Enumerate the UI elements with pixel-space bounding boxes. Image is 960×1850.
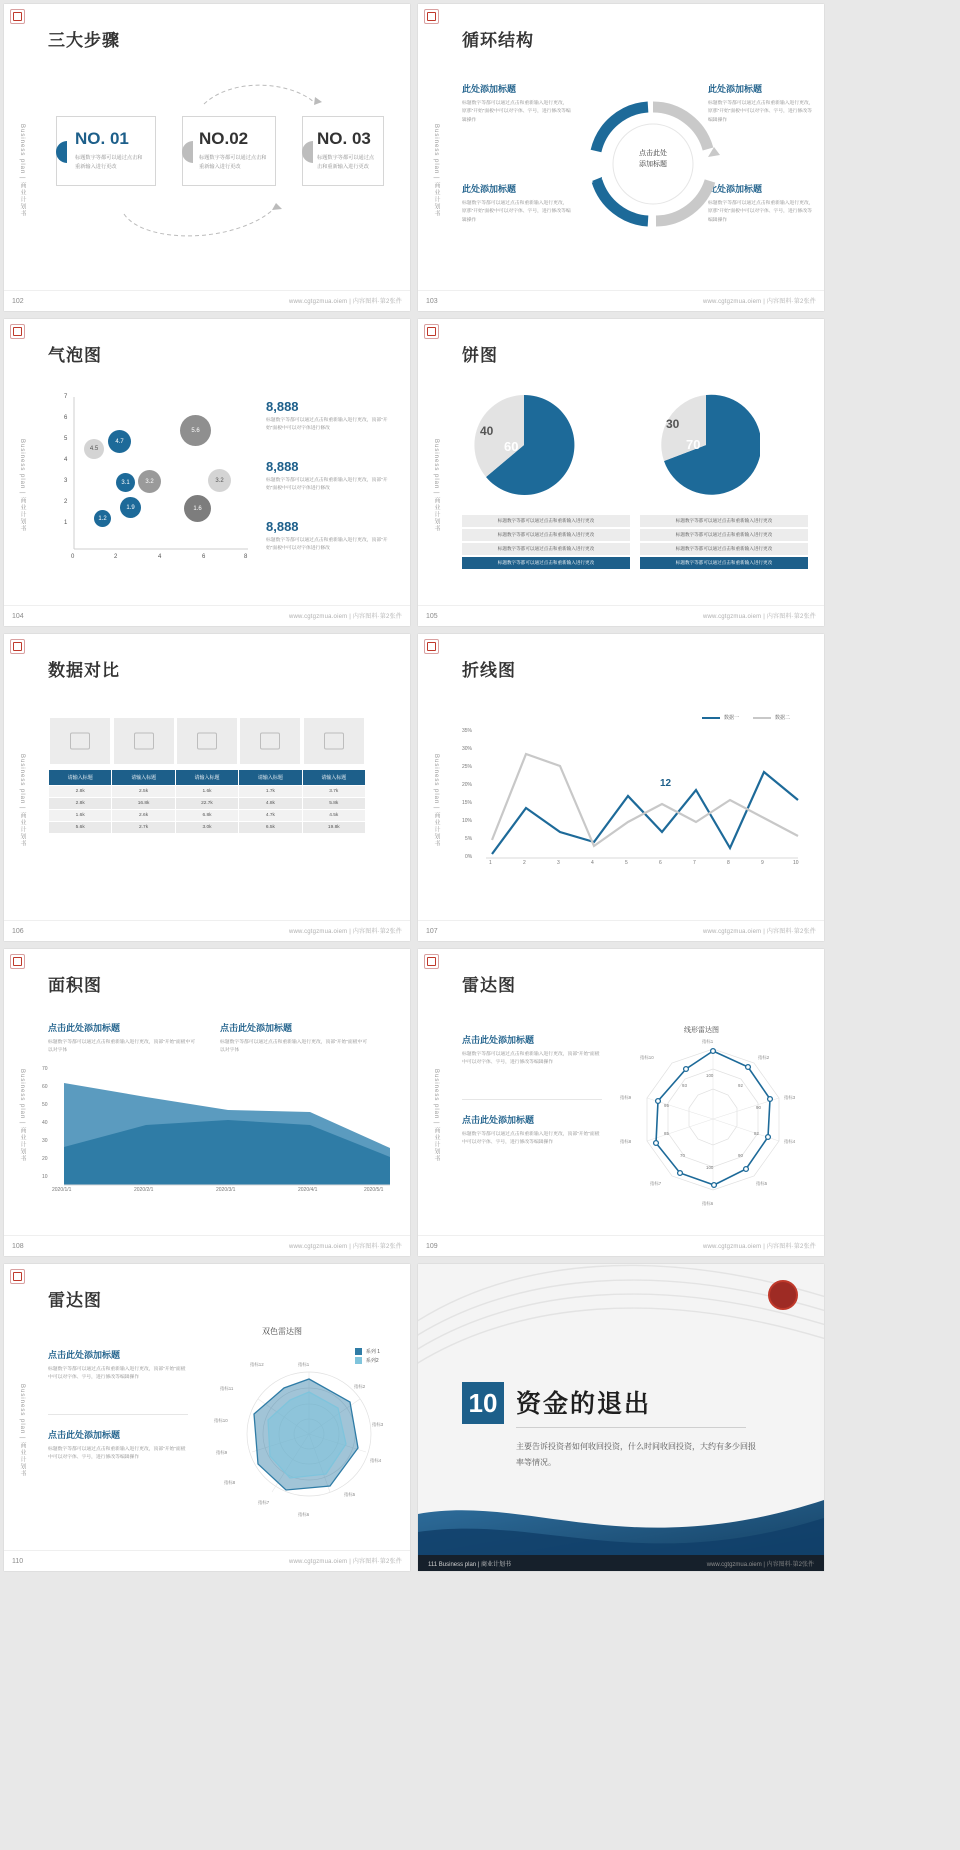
page-title: 面积图: [48, 976, 102, 995]
slide-107[interactable]: [418, 634, 824, 941]
svg-text:指标1: 指标1: [298, 1362, 310, 1367]
slide-104[interactable]: [4, 319, 410, 626]
svg-text:100: 100: [706, 1165, 714, 1170]
legend-row[interactable]: 标题数字等都可以通过点击和重新输入进行更改: [640, 543, 808, 555]
footer-text: www.cgtgzmua.oiem | 内容图料·第2张件: [288, 299, 402, 305]
pie-chart-right: [652, 391, 760, 499]
cell: 2.8k: [49, 798, 112, 810]
footer-text: www.cgtgzmua.oiem | 内容图料·第2张件: [702, 299, 816, 305]
svg-text:指标6: 指标6: [298, 1512, 310, 1517]
side-label: Business plan | 商业计划书: [19, 124, 25, 218]
svg-text:指标3: 指标3: [784, 1095, 796, 1100]
seal-icon: [768, 1280, 798, 1310]
svg-text:指标4: 指标4: [370, 1458, 382, 1463]
svg-text:92: 92: [738, 1083, 743, 1088]
step-number: NO. 01: [75, 129, 129, 148]
cell: 6.5k: [239, 822, 302, 834]
block-text: 标题数字等都可以通过点击和重新输入进行更改，顶部“开始”面板中可以对字体、字号，进行修改等编辑操作: [462, 1052, 600, 1066]
legend-row-selected[interactable]: 标题数字等都可以通过点击和重新输入进行更改: [462, 557, 630, 569]
svg-text:指标5: 指标5: [344, 1492, 356, 1497]
cell: 4.5k: [302, 810, 365, 822]
divider: [516, 1427, 746, 1428]
step-card-3[interactable]: [302, 116, 384, 186]
cell: 19.8k: [302, 822, 365, 834]
svg-text:85: 85: [664, 1131, 669, 1136]
radar-chart-dual: [214, 1344, 404, 1524]
red-square-icon: [10, 324, 25, 339]
section-number: 10: [462, 1382, 504, 1424]
cell: 4.8k: [239, 798, 302, 810]
page-title: 数据对比: [48, 661, 120, 680]
block-text: 标题数字等都可以通过点击和重新输入进行更改，顶部“开始”面板中可以对字体、字号，进行修改等编辑操作: [48, 1367, 186, 1381]
footer-divider: [418, 920, 824, 921]
block-heading: 点击此处添加标题: [48, 1023, 121, 1033]
svg-text:指标11: 指标11: [220, 1386, 234, 1391]
bubble-point: 4.7: [108, 430, 131, 453]
footer-divider: [4, 290, 410, 291]
step-number: NO.02: [199, 129, 249, 148]
block-heading: 点击此处添加标题: [48, 1430, 121, 1440]
cell: 5.6k: [49, 822, 112, 834]
svg-text:指标1: 指标1: [702, 1039, 714, 1044]
column-header: 请输入标题: [175, 770, 238, 786]
footer-right: www.cgtgzmua.oiem | 内容图料·第2张件: [706, 1562, 814, 1568]
svg-text:100: 100: [706, 1073, 714, 1078]
side-label: Business plan | 商业计划书: [19, 439, 25, 533]
axis-tick: 2020/1/1: [52, 1187, 72, 1193]
svg-text:指标4: 指标4: [784, 1139, 796, 1144]
svg-text:70: 70: [680, 1153, 685, 1158]
page-number: 110: [12, 1558, 24, 1565]
svg-text:指标2: 指标2: [354, 1384, 366, 1389]
svg-text:指标3: 指标3: [372, 1422, 384, 1427]
cell: 4.7k: [239, 810, 302, 822]
page-title: 三大步骤: [48, 31, 120, 50]
footer-text: www.cgtgzmua.oiem | 内容图料·第2张件: [702, 929, 816, 935]
legend-label: 系列 1: [365, 1349, 380, 1355]
svg-text:指标5: 指标5: [756, 1181, 768, 1186]
block-heading: 点击此处添加标题: [48, 1350, 121, 1360]
legend-row[interactable]: 标题数字等都可以通过点击和重新输入进行更改: [640, 515, 808, 527]
red-square-icon: [10, 1269, 25, 1284]
page-number: 104: [12, 613, 24, 620]
page-title: 雷达图: [48, 1291, 102, 1310]
chart-annotation: 12: [660, 778, 672, 789]
image-placeholder[interactable]: [114, 718, 174, 764]
image-placeholder[interactable]: [50, 718, 110, 764]
footer-text: www.cgtgzmua.oiem | 内容图料·第2张件: [288, 614, 402, 620]
red-square-icon: [424, 639, 439, 654]
axis-tick: 2020/4/1: [298, 1187, 318, 1193]
legend-label: 数据二: [774, 715, 790, 721]
cell: 1.6k: [49, 810, 112, 822]
legend-swatch: [702, 717, 720, 719]
footer-text: www.cgtgzmua.oiem | 内容图料·第2张件: [288, 1244, 402, 1250]
cell: 2.8k: [49, 786, 112, 798]
legend-label: 系列2: [365, 1358, 379, 1364]
footer-left: 111 Business plan | 商业计划书: [428, 1562, 512, 1568]
svg-text:指标9: 指标9: [216, 1450, 228, 1455]
page-title: 气泡图: [48, 346, 102, 365]
block-heading: 点击此处添加标题: [462, 1035, 535, 1045]
svg-text:指标12: 指标12: [250, 1362, 264, 1367]
radar-chart: [618, 1037, 808, 1212]
block-text: 标题数字等都可以通过点击和重新输入进行更改，顶部“开始”面板中可以对字体、字号，进行修改等编辑操作: [462, 1132, 600, 1146]
footer-divider: [418, 1235, 824, 1236]
cell: 1.6k: [175, 786, 238, 798]
table-row: [49, 798, 366, 810]
cell: 16.8k: [112, 798, 175, 810]
slide-108[interactable]: [4, 949, 410, 1256]
legend-row[interactable]: 标题数字等都可以通过点击和重新输入进行更改: [462, 543, 630, 555]
table-header-row: [49, 770, 366, 786]
legend-row[interactable]: 标题数字等都可以通过点击和重新输入进行更改: [462, 515, 630, 527]
svg-text:指标10: 指标10: [640, 1055, 654, 1060]
axis-tick: 2020/2/1: [134, 1187, 154, 1193]
cell: 3.7k: [302, 786, 365, 798]
block-text: 标题数字等都可以通过点击和重新输入进行更改，顶部“开始”面板中可以对字体、字号，进行修改等编辑操作: [48, 1447, 186, 1461]
slide-105[interactable]: [418, 319, 824, 626]
slide-106[interactable]: [4, 634, 410, 941]
block-text: 标题数字等都可以通过点击和重新输入进行更改，原那“开始”面板中可以对字体、字号，进行修改等编辑操作: [462, 201, 571, 223]
step-card-2[interactable]: [182, 116, 276, 186]
stat-text: 标题数字等都可以通过点击和重新输入进行更改，顶部“开始”面板中可以对字体进行修改: [266, 478, 388, 492]
table-row: [49, 822, 366, 834]
divider: [462, 1099, 602, 1100]
area-chart: 70 60 50 40 30 20 10 2020/1/1 2020/2/1 2020/3/1 2020/4/1 2020/5/1: [42, 1069, 392, 1199]
image-icon: [70, 733, 90, 750]
page-title: 雷达图: [462, 976, 516, 995]
page-number: 103: [426, 298, 438, 305]
side-label: Business plan | 商业计划书: [433, 754, 439, 848]
step-text: 标题数字等都可以通过点击和重新输入进行更改: [199, 155, 267, 170]
bubble-point: 1.2: [94, 510, 111, 527]
footer-text: www.cgtgzmua.oiem | 内容图料·第2张件: [288, 929, 402, 935]
image-icon: [197, 733, 217, 750]
svg-text:指标7: 指标7: [258, 1500, 270, 1505]
side-label: Business plan | 商业计划书: [433, 124, 439, 218]
side-label: Business plan | 商业计划书: [19, 754, 25, 848]
svg-text:指标7: 指标7: [650, 1181, 662, 1186]
column-header: 请输入标题: [239, 770, 302, 786]
side-label: Business plan | 商业计划书: [19, 1384, 25, 1478]
image-icon: [134, 733, 154, 750]
svg-text:指标2: 指标2: [758, 1055, 770, 1060]
footer-divider: [4, 920, 410, 921]
line-chart: 35% 30% 25% 20% 15% 10% 5% 0% 1 2 3 4 5 6 7 8 9 10 12: [462, 728, 799, 866]
section-title: 资金的退出: [516, 1390, 652, 1418]
block-text: 标题数字等都可以通过点击和重新输入进行更改，顶部“开始”面板中可以对字体: [48, 1040, 196, 1054]
page-number: 108: [12, 1243, 24, 1250]
svg-text:指标6: 指标6: [702, 1201, 714, 1206]
legend-label: 数据一: [723, 715, 739, 721]
cell: 2.7k: [112, 822, 175, 834]
page-title: 饼图: [462, 346, 498, 365]
cell: 2.6k: [112, 810, 175, 822]
column-header: 请输入标题: [112, 770, 175, 786]
block-text: 标题数字等都可以通过点击和重新输入进行更改，原那“开始”面板中可以对字体、字号，进行修改等编辑操作: [708, 101, 814, 123]
pie-value: 40: [480, 424, 494, 438]
axis-tick: 2020/3/1: [216, 1187, 236, 1193]
block-heading: 此处添加标题: [708, 84, 763, 94]
stat-text: 标题数字等都可以通过点击和重新输入进行更改，顶部“开始”面板中可以对字体进行修改: [266, 538, 388, 552]
bubble-point: 5.6: [180, 415, 211, 446]
block-heading: 此处添加标题: [708, 184, 763, 194]
page-number: 107: [426, 928, 438, 935]
svg-text:指标8: 指标8: [620, 1139, 632, 1144]
comparison-table[interactable]: [48, 714, 366, 834]
page-number: 106: [12, 928, 24, 935]
chart-title: 线形雷达图: [684, 1027, 719, 1034]
svg-text:93: 93: [682, 1083, 687, 1088]
footer-divider: [4, 1235, 410, 1236]
slide-109[interactable]: [418, 949, 824, 1256]
footer-divider: [4, 1550, 410, 1551]
block-heading: 此处添加标题: [462, 184, 517, 194]
red-square-icon: [10, 954, 25, 969]
side-label: Business plan | 商业计划书: [433, 1069, 439, 1163]
svg-text:指标9: 指标9: [620, 1095, 632, 1100]
slide-103[interactable]: [418, 4, 824, 311]
stat-value: 8,888: [266, 399, 299, 414]
image-icon: [324, 733, 344, 750]
bubble-point: 3.2: [138, 470, 161, 493]
block-heading: 点击此处添加标题: [462, 1115, 535, 1125]
pie-value: 60: [504, 439, 519, 454]
block-heading: 点击此处添加标题: [220, 1023, 293, 1033]
side-label: Business plan | 商业计划书: [19, 1069, 25, 1163]
bubble-point: 1.6: [184, 495, 211, 522]
axis-tick: 2020/5/1: [364, 1187, 384, 1193]
page-title: 循环结构: [462, 31, 534, 50]
legend-row[interactable]: 标题数字等都可以通过点击和重新输入进行更改: [462, 529, 630, 541]
table-row: [49, 786, 366, 798]
bubble-chart: 7 6 5 4 3 2 1 0 2 4 6 8 4.5 4.7 3.1 3.2 1.2 1.9 5.6 3.2 1.6: [64, 394, 248, 560]
stat-value: 8,888: [266, 459, 299, 474]
image-placeholder[interactable]: [304, 718, 364, 764]
cell: 5.8k: [302, 798, 365, 810]
red-square-icon: [424, 954, 439, 969]
svg-text:82: 82: [754, 1131, 759, 1136]
block-text: 标题数字等都可以通过点击和重新输入进行更改，原那“开始”面板中可以对字体、字号，进行修改等编辑操作: [708, 201, 814, 223]
page-number: 102: [12, 298, 24, 305]
svg-text:90: 90: [756, 1105, 761, 1110]
section-subtitle: 主要告诉投资者如何收回投资，什么时间收回投资，大约有多少回报率等情况。: [516, 1442, 756, 1467]
legend-swatch: [753, 717, 771, 719]
pie-chart-left: [470, 391, 578, 499]
image-placeholder[interactable]: [177, 718, 237, 764]
cell: 3.0k: [175, 822, 238, 834]
cell: 1.7k: [239, 786, 302, 798]
bubble-point: 3.2: [208, 469, 231, 492]
page-title: 折线图: [462, 661, 516, 680]
svg-text:指标10: 指标10: [214, 1418, 228, 1423]
block-text: 标题数字等都可以通过点击和重新输入进行更改，原那“开始”面板中可以对字体、字号，进行修改等编辑操作: [462, 101, 571, 123]
svg-text:指标8: 指标8: [224, 1480, 236, 1485]
chart-title: 双色雷达图: [262, 1327, 302, 1336]
block-heading: 此处添加标题: [462, 84, 517, 94]
column-header: 请输入标题: [49, 770, 112, 786]
stat-value: 8,888: [266, 519, 299, 534]
image-placeholder[interactable]: [240, 718, 300, 764]
side-label: Business plan | 商业计划书: [433, 439, 439, 533]
cell: 2.5k: [112, 786, 175, 798]
pie-value: 30: [666, 417, 680, 431]
step-number: NO. 03: [317, 129, 371, 148]
page-number: 109: [426, 1243, 438, 1250]
slide-102[interactable]: [4, 4, 410, 311]
cell: 22.7k: [175, 798, 238, 810]
column-header: 请输入标题: [302, 770, 365, 786]
cell: 6.8k: [175, 810, 238, 822]
table-image-row: [49, 715, 366, 770]
footer-divider: [418, 605, 824, 606]
divider: [48, 1414, 188, 1415]
step-card-1[interactable]: [56, 116, 156, 186]
footer-divider: [418, 290, 824, 291]
bubble-point: 3.1: [116, 473, 135, 492]
red-square-icon: [424, 324, 439, 339]
svg-text:90: 90: [738, 1153, 743, 1158]
pie-value: 70: [686, 437, 701, 452]
legend-row[interactable]: 标题数字等都可以通过点击和重新输入进行更改: [640, 529, 808, 541]
page-number: 105: [426, 613, 438, 620]
red-square-icon: [424, 9, 439, 24]
footer-text: www.cgtgzmua.oiem | 内容图料·第2张件: [702, 614, 816, 620]
table-row: [49, 810, 366, 822]
footer-bar: [418, 1555, 824, 1571]
red-square-icon: [10, 639, 25, 654]
slide-111[interactable]: [418, 1264, 824, 1571]
step-text: 标题数字等都可以通过点击和重新输入进行更改: [317, 155, 375, 170]
footer-divider: [4, 605, 410, 606]
cycle-center-label: 点击此处 添加标题: [639, 150, 667, 168]
bubble-point: 1.9: [120, 497, 141, 518]
legend-row-selected[interactable]: 标题数字等都可以通过点击和重新输入进行更改: [640, 557, 808, 569]
slide-110[interactable]: [4, 1264, 410, 1571]
footer-text: www.cgtgzmua.oiem | 内容图料·第2张件: [288, 1559, 402, 1565]
stat-text: 标题数字等都可以通过点击和重新输入进行更改，顶部“开始”面板中可以对字体进行修改: [266, 418, 388, 432]
svg-text:95: 95: [664, 1103, 669, 1108]
chart-legend: [702, 714, 790, 721]
footer-text: www.cgtgzmua.oiem | 内容图料·第2张件: [702, 1244, 816, 1250]
block-text: 标题数字等都可以通过点击和重新输入进行更改，顶部“开始”面板中可以对字体: [220, 1040, 368, 1054]
bubble-point: 4.5: [84, 439, 104, 459]
step-text: 标题数字等都可以通过点击和重新输入进行更改: [75, 155, 143, 170]
image-icon: [260, 733, 280, 750]
